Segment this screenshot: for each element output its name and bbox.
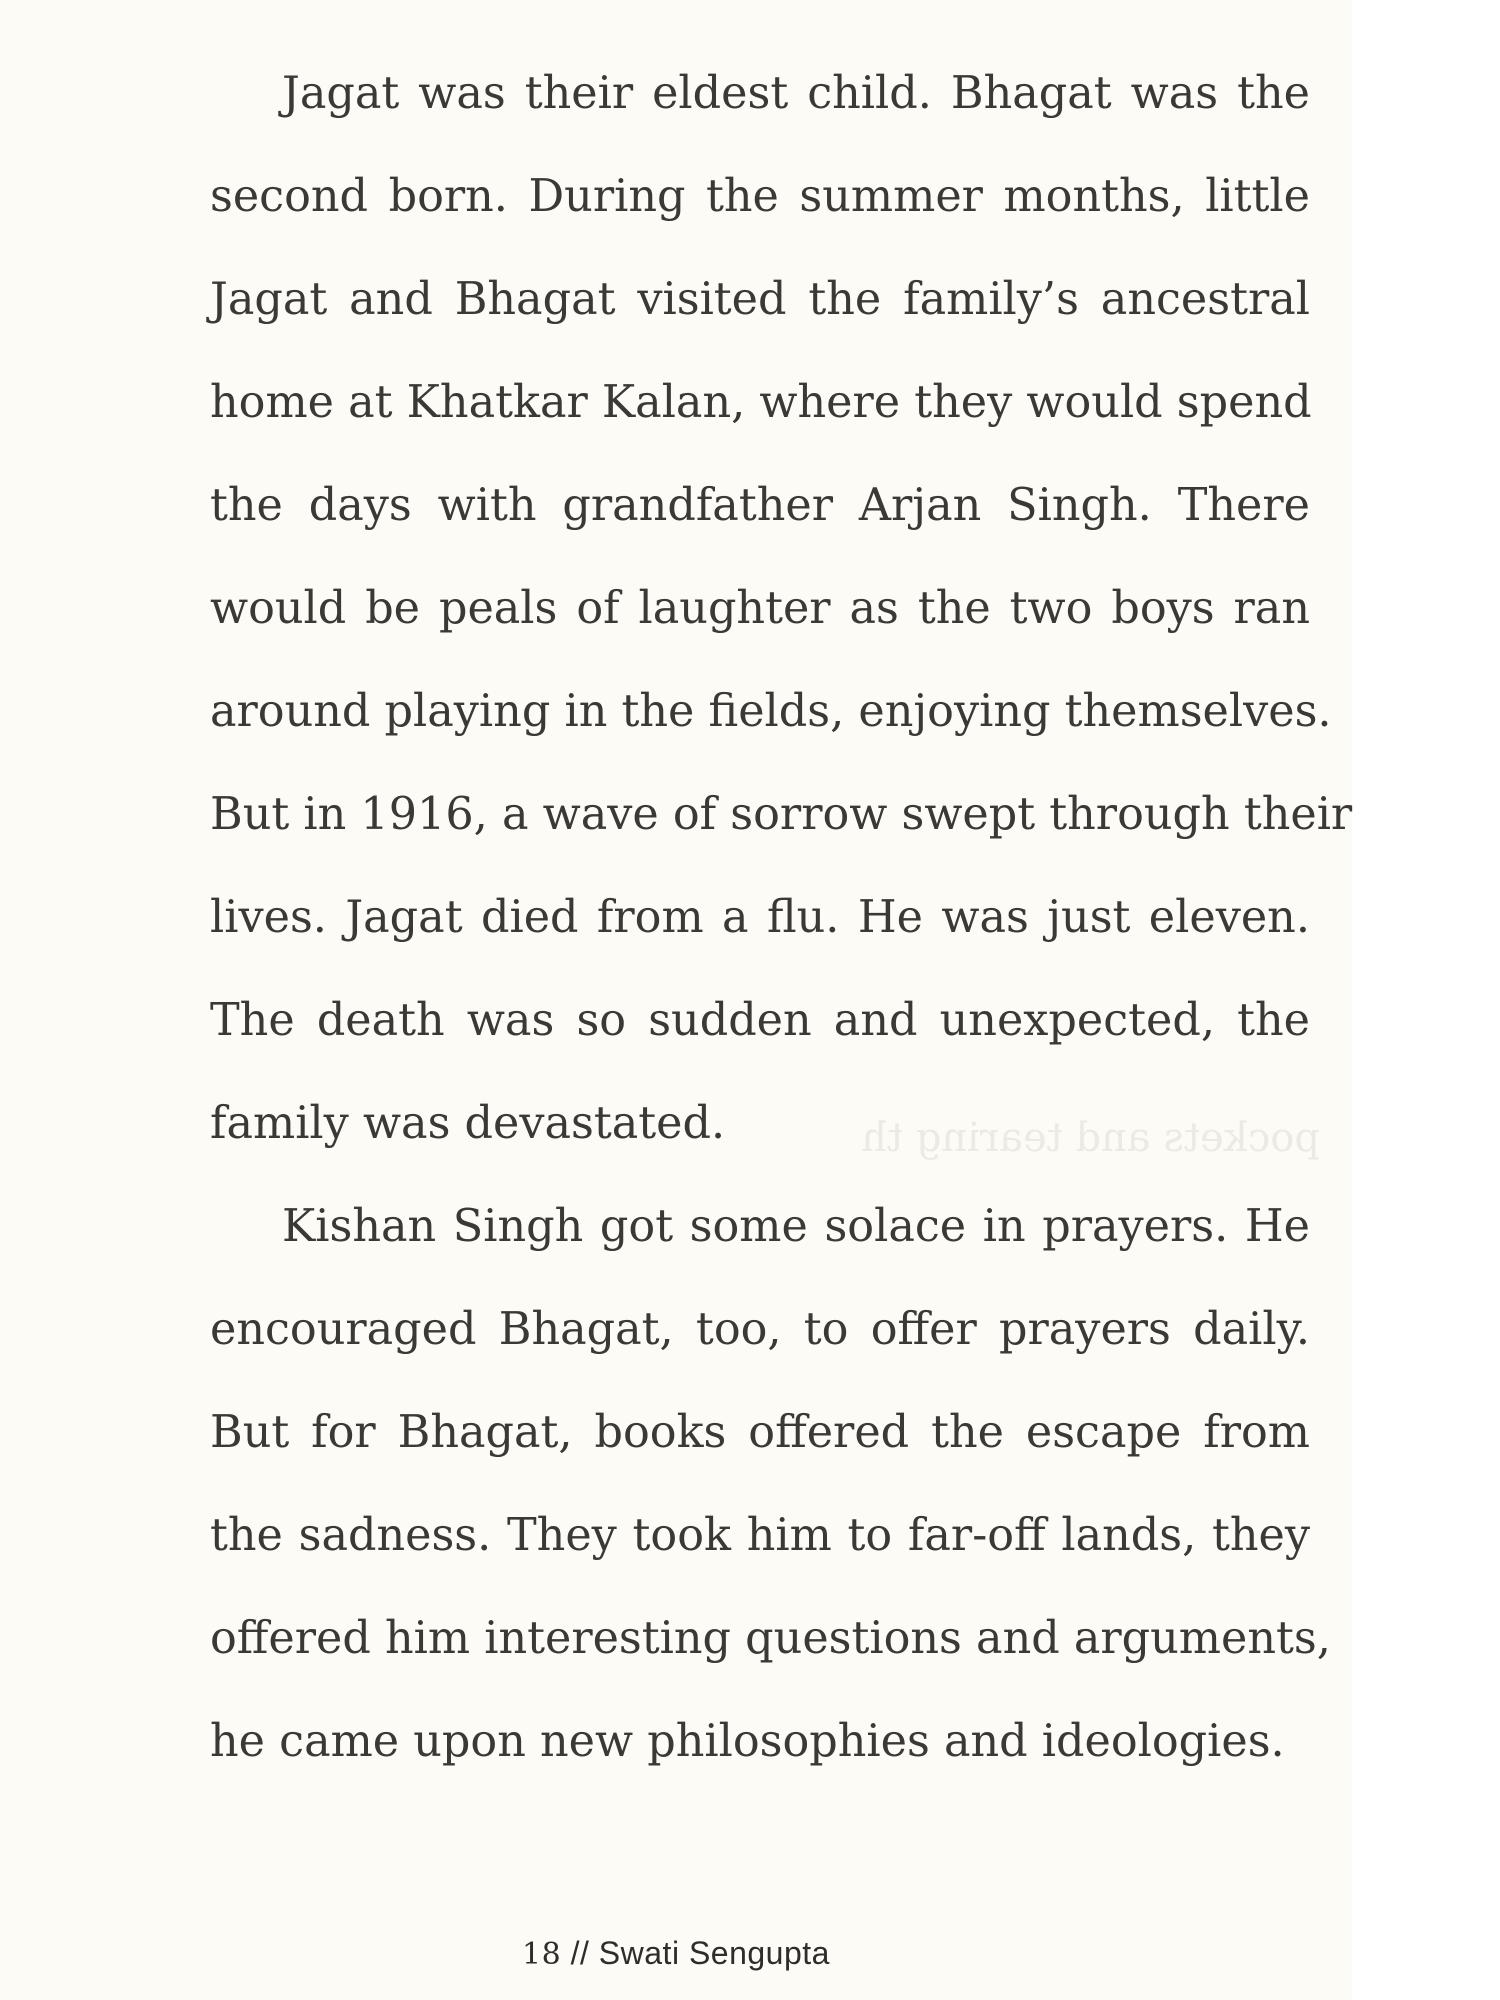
text-line: he came upon new philosophies and ideologies. [210,1716,1285,1767]
page-number: 18 [522,1937,562,1972]
footer-separator: // [570,1935,590,1971]
text-line: offered him interesting questions and arguments, [210,1613,1331,1664]
text-line: Jagat was their eldest child. Bhagat was the [282,68,1310,119]
bleed-through-text: pockets and tearing th [861,1115,1320,1161]
text-line: The death was so sudden and unexpected, the [210,995,1310,1046]
text-line: Jagat and Bhagat visited the family’s ancestral [210,274,1310,325]
text-line: family was devastated. [210,1098,726,1149]
text-line: But for Bhagat, books offered the escape from [210,1407,1310,1458]
text-line: would be peals of laughter as the two boys ran [210,583,1310,634]
text-line: the sadness. They took him to far-off lands, they [210,1510,1310,1561]
text-line: Kishan Singh got some solace in prayers. He [282,1201,1310,1252]
text-line: second born. During the summer months, little [210,171,1310,222]
text-line: lives. Jagat died from a flu. He was just eleven. [210,892,1310,943]
text-line: encouraged Bhagat, too, to offer prayers daily. [210,1304,1310,1355]
text-line: But in 1916, a wave of sorrow swept through their [210,789,1353,840]
text-line: the days with grandfather Arjan Singh. There [210,480,1310,531]
author-name: Swati Sengupta [598,1935,830,1971]
text-line: home at Khatkar Kalan, where they would spend [210,377,1312,428]
page-footer [0,1935,1352,1972]
text-line: around playing in the fields, enjoying themselves. [210,686,1332,737]
